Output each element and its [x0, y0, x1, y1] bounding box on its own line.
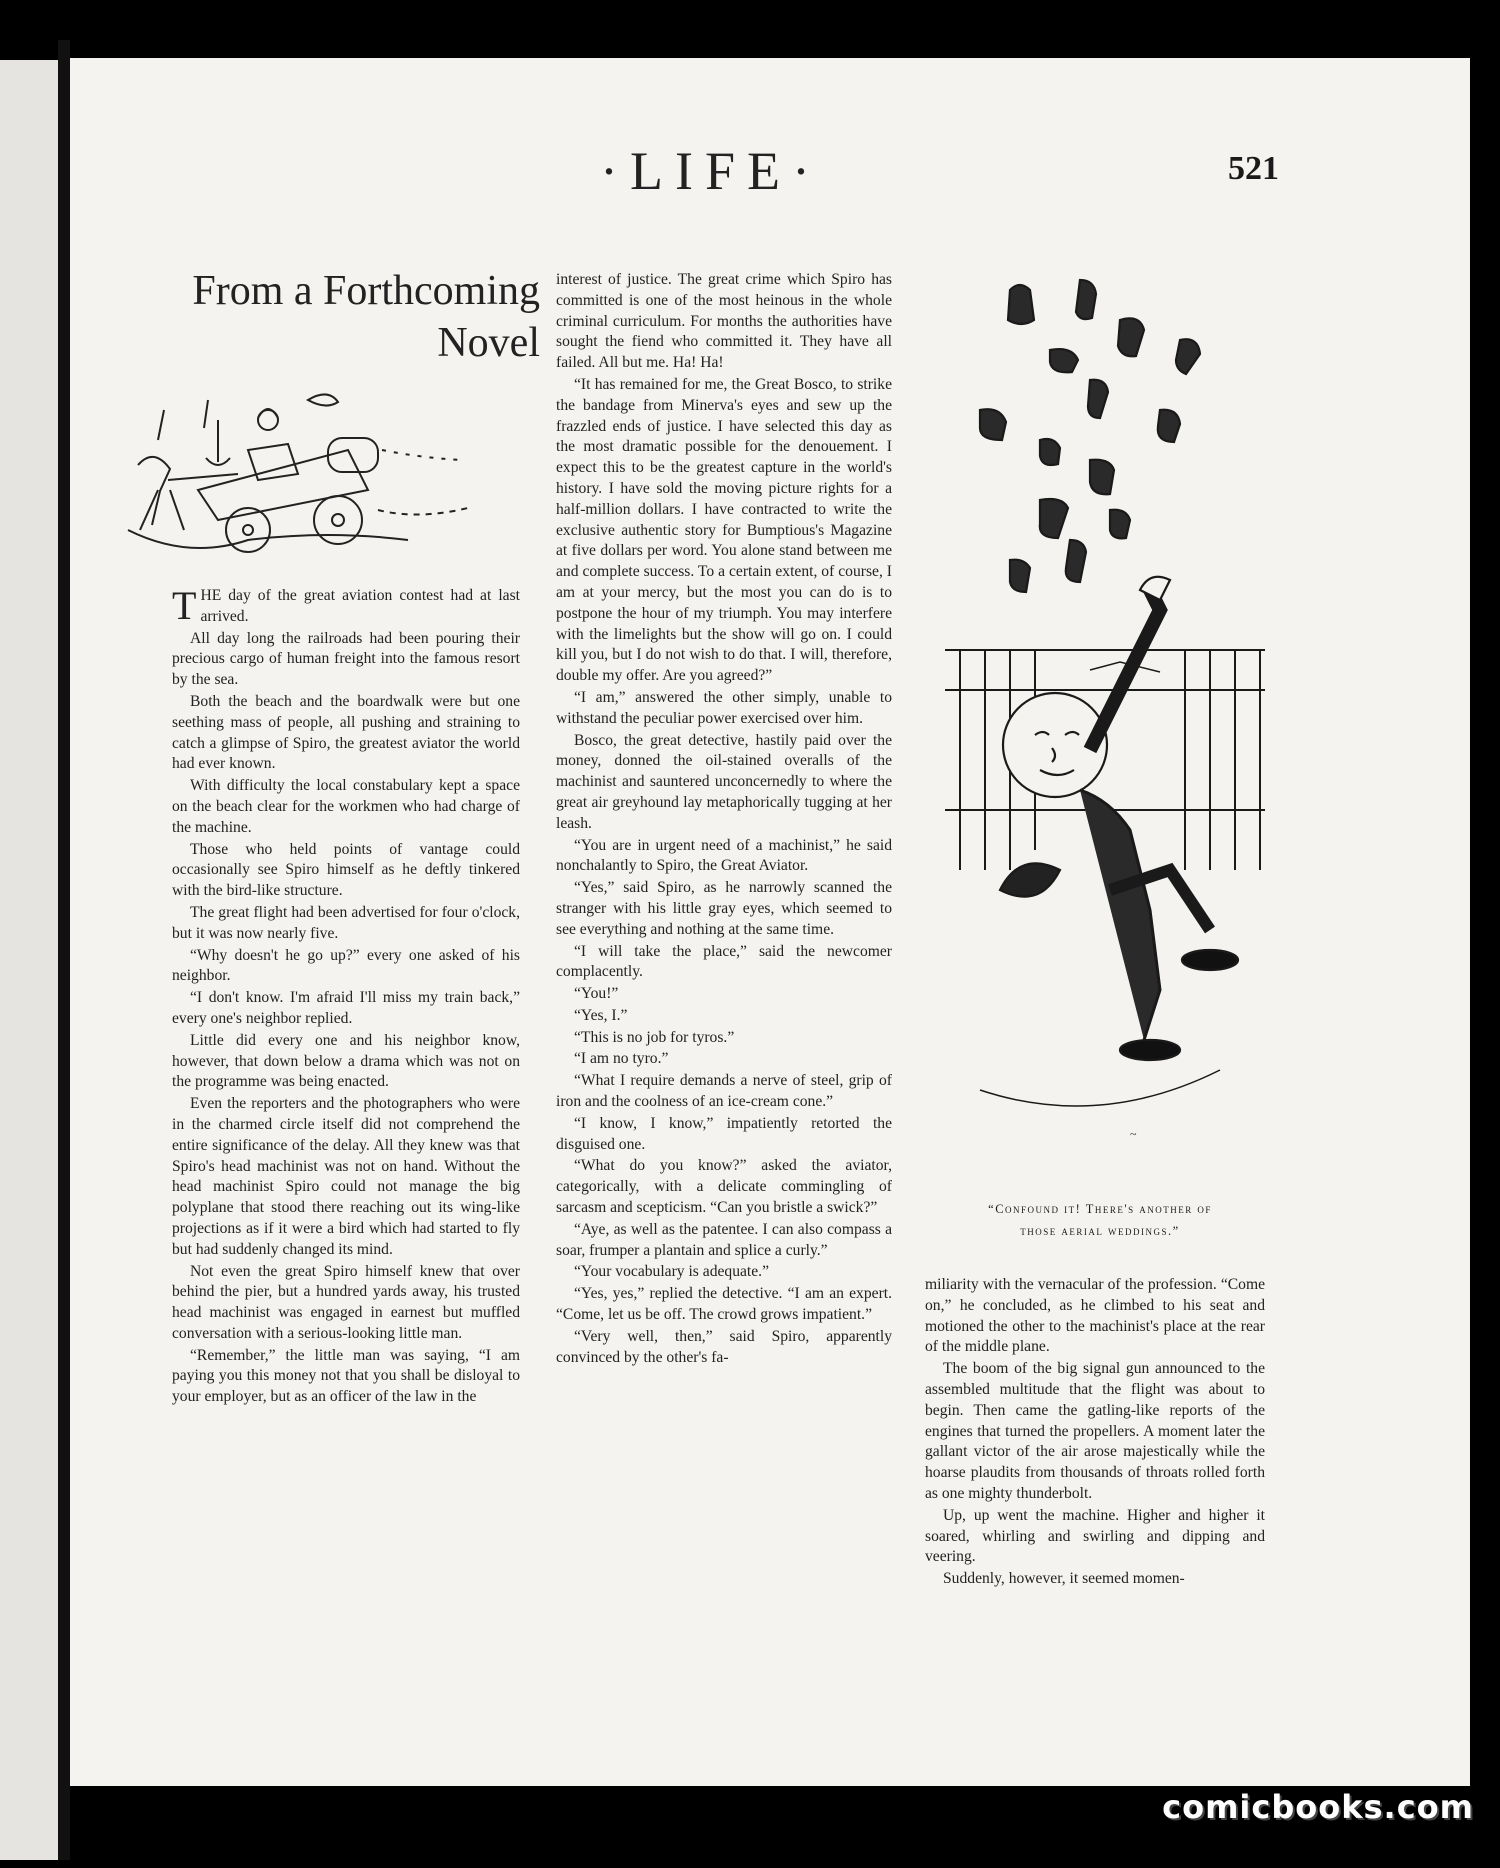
article-paragraph: “This is no job for tyros.” [574, 1028, 735, 1046]
article-paragraph: interest of justice. The great crime which Spiro has committed is one of the most heinous in the whole criminal curriculum. For months the authorities have sought the fiend who committed it. They have all failed. All but me. Ha! Ha! [556, 271, 892, 372]
article-paragraph: “It has remained for me, the Great Bosco, to strike the bandage from Minerva's eyes and sew up the frazzled ends of justice. I have selected this day as the most dramatic possible for the denouement. I expect this to be the greatest capture in the world's history. I have sold the moving picture rights for a half-million dollars. I have contracted to write the exclusive authentic story for Bumptious's Magazine at five dollars per word. You alone stand between me and complete success. To a certain extent, of course, I am at your mercy, but the most you can do is to postpone the hour of my triumph. You may interfere with the limelights but the show will go on. I could kill you, but I do not wish to do that. I will, therefore, double my offer. Are you agreed?” [556, 375, 892, 685]
article-paragraph: Up, up went the machine. Higher and higher it soared, whirling and swirling and dipping and veering. [925, 1506, 1265, 1566]
article-paragraph: “Very well, then,” said Spiro, apparently convinced by the other's fa- [556, 1327, 892, 1366]
caption-line-2: those aerial weddings.” [1020, 1224, 1180, 1238]
article-paragraph: Not even the great Spiro himself knew that over behind the pier, but a hundred yards away, his trusted head machinist was engaged in earnest but muffled conversation with a serious-looking little man. [172, 1262, 520, 1342]
article-paragraph: “What I require demands a nerve of steel, grip of iron and the coolness of an ice-cream cone.” [556, 1072, 892, 1111]
article-paragraph: THE day of the great aviation contest had at last arrived. [172, 583, 520, 628]
article-paragraph: Bosco, the great detective, hastily paid over the money, donned the oil-stained overalls of the machinist and sauntered unconcernedly to where the great air greyhound lay metaphorically tugging at her leash. [556, 731, 892, 832]
cartoon-illustration [940, 270, 1270, 1150]
caption-line-1: “Confound it! There's another of [988, 1202, 1212, 1216]
article-paragraph: Little did every one and his neighbor know, however, that down below a drama which was not on the programme was being enacted. [172, 1031, 520, 1091]
page-number: 521 [1228, 150, 1279, 187]
article-paragraph: “I know, I know,” impatiently retorted the disguised one. [556, 1114, 892, 1153]
article-paragraph: “Aye, as well as the patentee. I can also compass a soar, frumper a plantain and splice a curly.” [556, 1220, 892, 1259]
article-paragraph: “I don't know. I'm afraid I'll miss my train back,” every one's neighbor replied. [172, 989, 520, 1027]
masthead: ·LIFE· [600, 141, 822, 201]
article-paragraph: “Yes, yes,” replied the detective. “I am an expert. “Come, let us be off. The crowd grows impatient.” [556, 1285, 892, 1324]
cartoon-figure [980, 577, 1238, 1106]
artist-signature: ~ [1130, 1127, 1137, 1141]
title-line-2: Novel [437, 320, 540, 366]
article-paragraph: “I am no tyro.” [574, 1050, 669, 1068]
article-paragraph: “You!” [574, 985, 619, 1003]
article-paragraph: “I am,” answered the other simply, unable to withstand the peculiar power exercised over him. [556, 688, 892, 727]
article-paragraph: “Remember,” the little man was saying, “I am paying you this money not that you shall be disloyal to your employer, but as an officer of the law in the [172, 1346, 520, 1406]
article-paragraph: With difficulty the local constabulary kept a space on the beach clear for the workmen who had charge of the machine. [172, 777, 520, 836]
article-paragraph: The boom of the big signal gun announced to the assembled multitude that the flight was about to begin. Then came the gatling-like reports of the engines that turned the propellers. A moment later the gallant victor of the air arose majestically while the hoarse plaudits from thousands of throats rolled forth as one mighty thunderbolt. [925, 1360, 1265, 1502]
cartoon-caption [930, 1198, 1270, 1242]
article-paragraph: “Your vocabulary is adequate.” [574, 1263, 770, 1281]
article-paragraph: Suddenly, however, it seemed momen- [943, 1570, 1185, 1588]
article-paragraph: “Why doesn't he go up?” every one asked of his neighbor. [172, 946, 520, 985]
article-paragraph: Those who held points of vantage could occasionally see Spiro himself as he deftly tinkered with the bird-like structure. [172, 840, 520, 900]
article-paragraph: “Yes, I.” [574, 1006, 628, 1024]
article-paragraph: “What do you know?” asked the aviator, categorically, with a delicate commingling of sarcasm and scepticism. “Can you bristle a swick?” [556, 1157, 892, 1217]
drop-cap: T [172, 583, 197, 628]
article-paragraph: “I will take the place,” said the newcomer complacently. [556, 942, 892, 981]
title-line-1: From a Forthcoming [192, 268, 540, 314]
article-column-1 [172, 583, 520, 1409]
watermark: comicbooks.com [1162, 1788, 1474, 1826]
automobile-illustration [118, 380, 538, 575]
article-paragraph: miliarity with the vernacular of the profession. “Come on,” he concluded, as he climbed to his seat and motioned the other to the machinist's place at the rear of the middle plane. [925, 1276, 1265, 1356]
article-paragraph: All day long the railroads had been pouring their precious cargo of human freight into the famous resort by the sea. [172, 629, 520, 689]
article-column-2 [556, 270, 892, 1369]
adjacent-page-edge [0, 60, 58, 1860]
article-paragraph: The great flight had been advertised for four o'clock, but it was now nearly five. [172, 903, 520, 942]
page-binding [58, 40, 70, 1860]
article-paragraph: Both the beach and the boardwalk were but one seething mass of people, all pushing and straining to catch a glimpse of Spiro, the greatest aviator the world had ever known. [172, 692, 520, 773]
article-paragraph: “You are in urgent need of a machinist,” he said nonchalantly to Spiro, the Great Aviator. [556, 836, 892, 875]
article-column-3 [925, 1275, 1265, 1591]
article-paragraph: “Yes,” said Spiro, as he narrowly scanned the stranger with his little gray eyes, which seemed to see everything and nothing at the same time. [556, 879, 892, 938]
falling-shoes [980, 280, 1200, 592]
article-paragraph: Even the reporters and the photographers who were in the charmed circle itself did not comprehend the entire significance of the delay. All they knew was that Spiro's head machinist was not on hand. Without the head machinist Spiro could not manage the big polyplane that stood there reaching out its wing-like projections as if it were a bird which had started to fly but had suddenly changed its mind. [172, 1095, 520, 1258]
article-title [170, 265, 540, 369]
